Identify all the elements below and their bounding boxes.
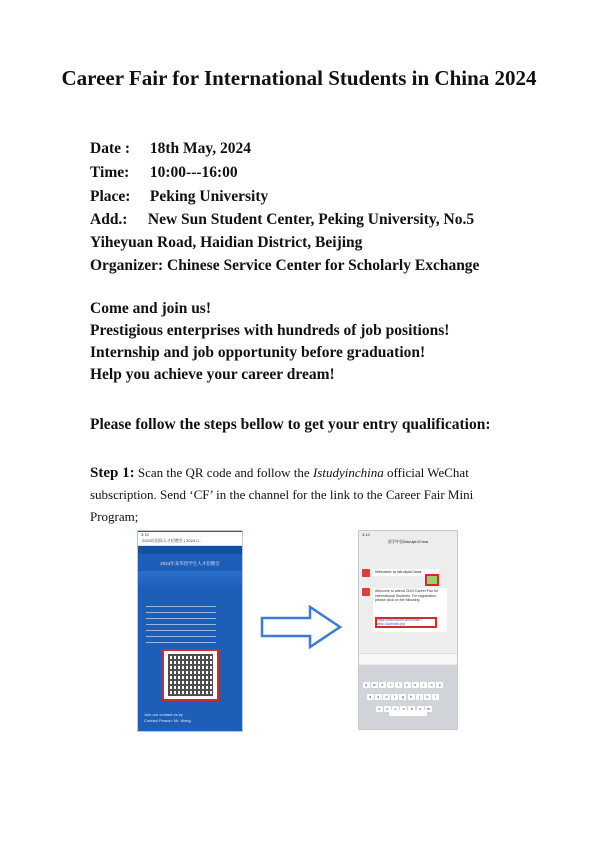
steps-heading: Please follow the steps bellow to get your entry qualification: xyxy=(90,416,491,433)
qr-pattern xyxy=(168,654,213,696)
key[interactable]: g xyxy=(399,694,406,700)
phone-left-footer1: Join our contact us by xyxy=(144,712,183,717)
place-label: Place: xyxy=(90,188,131,205)
phone-screenshot-right xyxy=(358,530,458,730)
promo-line: Come and join us! xyxy=(90,300,212,317)
key[interactable]: l xyxy=(432,694,439,700)
time-row xyxy=(90,164,238,182)
promo-line: Help you achieve your career dream! xyxy=(90,366,335,383)
key[interactable]: m xyxy=(425,706,432,712)
step1-text xyxy=(90,462,520,528)
keyboard xyxy=(359,665,457,730)
key[interactable]: k xyxy=(424,694,431,700)
step1-brand: Istudyinchina xyxy=(312,465,384,480)
highlighted-input xyxy=(425,574,439,586)
promo-line: Internship and job opportunity before graduation! xyxy=(90,344,426,361)
status-bar-time: 3:14 xyxy=(362,532,370,537)
key[interactable]: z xyxy=(376,706,383,712)
date-label: Date : xyxy=(90,140,131,157)
key[interactable]: s xyxy=(375,694,382,700)
key[interactable]: e xyxy=(379,682,386,688)
key[interactable]: x xyxy=(384,706,391,712)
place-value: Peking University xyxy=(149,188,269,205)
page-title: Career Fair for International Students in China 2024 xyxy=(61,66,537,90)
address-label: Add.: xyxy=(90,211,128,228)
key[interactable]: y xyxy=(404,682,411,688)
phone-left-details xyxy=(146,603,216,643)
key[interactable]: h xyxy=(408,694,415,700)
avatar xyxy=(362,588,370,596)
promo-line: Prestigious enterprises with hundreds of job positions! xyxy=(90,322,450,339)
phone-left-header: 2024年国际人才招聘会 | 2024 C... xyxy=(138,538,243,546)
phone-left-banner: 2024年来华留学生人才招聘会 xyxy=(160,561,220,566)
key[interactable]: c xyxy=(392,706,399,712)
chat-input-bar[interactable] xyxy=(359,653,457,664)
time-value: 10:00---16:00 xyxy=(149,164,238,181)
step1-label: Step 1: xyxy=(90,465,135,481)
status-bar-time: 3:15 xyxy=(138,532,243,538)
phone-left-banner-art xyxy=(138,571,242,589)
welcome-bubble: Welcome to IstudyinChina xyxy=(373,569,439,576)
reply-text: Welcome to attend 2024 Career Fair for International Students. For registration, please click on the following xyxy=(375,589,439,602)
key[interactable]: j xyxy=(416,694,423,700)
avatar xyxy=(362,569,370,577)
place-row xyxy=(90,188,268,206)
key[interactable]: u xyxy=(412,682,419,688)
key[interactable]: n xyxy=(417,706,424,712)
phone-left-nav xyxy=(138,546,242,554)
address-row xyxy=(90,211,474,229)
registration-link[interactable]: https://www.hoohr.cn/mobile/?new=1&#index.jsp xyxy=(375,617,437,628)
address-line1: New Sun Student Center, Peking University, No.5 xyxy=(147,211,475,228)
key[interactable]: o xyxy=(428,682,435,688)
space-key[interactable] xyxy=(389,710,427,716)
key[interactable]: d xyxy=(383,694,390,700)
key[interactable]: w xyxy=(371,682,378,688)
address-line2: Yiheyuan Road, Haidian District, Beijing xyxy=(90,234,363,251)
key[interactable]: a xyxy=(367,694,374,700)
phone-right-header: 留学中国IstudyinChina xyxy=(387,539,429,544)
arrow-right-icon xyxy=(258,602,344,652)
key[interactable]: p xyxy=(436,682,443,688)
date-row xyxy=(90,140,251,158)
time-label: Time: xyxy=(90,164,130,181)
key[interactable]: r xyxy=(387,682,394,688)
phone-screenshot-left xyxy=(137,530,243,732)
key[interactable]: q xyxy=(363,682,370,688)
organizer: Organizer: Chinese Service Center for Scholarly Exchange xyxy=(90,257,480,274)
step1-text-b: official WeChat subscription. Send ‘CF’ in the channel for the link to the Career Fair Mini Program; xyxy=(90,465,474,524)
key[interactable]: t xyxy=(395,682,402,688)
promo-list xyxy=(90,300,449,388)
step1-text-a: Scan the QR code and follow the xyxy=(134,465,313,480)
qr-code xyxy=(162,649,219,701)
phone-left-footer2: Contact Person: Mr. Wang xyxy=(144,718,191,723)
key[interactable]: b xyxy=(408,706,415,712)
key[interactable]: v xyxy=(400,706,407,712)
date-value: 18th May, 2024 xyxy=(149,140,252,157)
key[interactable]: f xyxy=(391,694,398,700)
key[interactable]: i xyxy=(420,682,427,688)
